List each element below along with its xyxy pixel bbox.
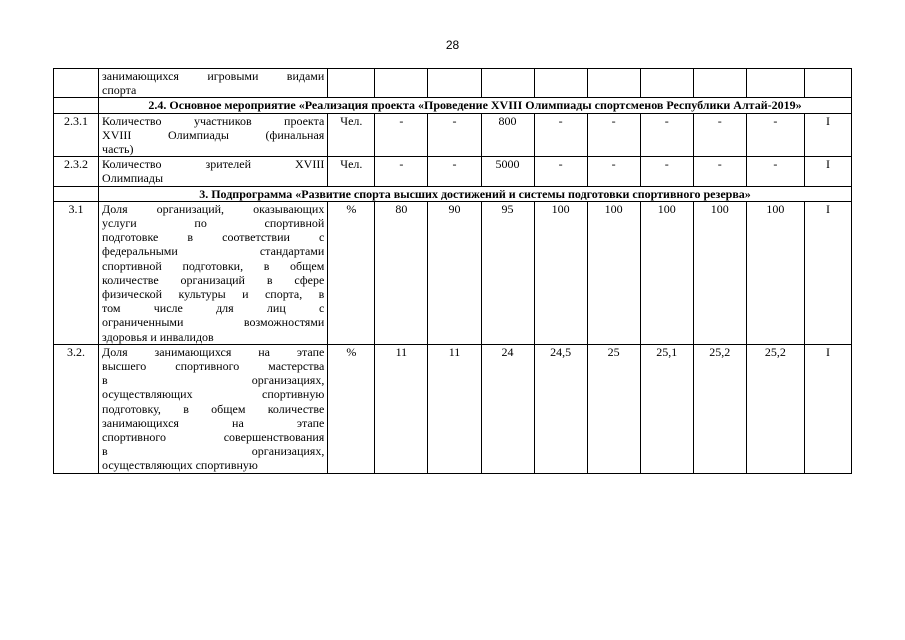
indicator-name-line: осуществляющих спортивную <box>102 458 258 473</box>
indicator-name-line: том числе для лиц с <box>102 301 325 316</box>
value-cell: - <box>428 157 481 186</box>
value-cell: I <box>804 344 851 473</box>
value-cell: 11 <box>375 344 428 473</box>
indicator-name-line: Количество зрителей XVIII <box>102 157 325 172</box>
page-number: 28 <box>445 38 460 52</box>
indicator-name-line: высшего спортивного мастерства <box>102 359 325 374</box>
table-row <box>54 113 852 157</box>
value-cell: - <box>693 157 746 186</box>
value-cell <box>693 69 746 98</box>
value-cell: - <box>534 113 587 157</box>
indicator-name-line: здоровья и инвалидов <box>102 329 214 344</box>
indicator-name-line: количестве организаций в сфере <box>102 272 325 287</box>
indicator-name-line: спорта <box>102 83 137 98</box>
section-row <box>54 186 852 201</box>
unit-cell: Чел. <box>328 113 375 157</box>
value-cell: - <box>640 157 693 186</box>
indicator-name-line: осуществляющих спортивную <box>102 387 325 402</box>
value-cell: 90 <box>428 201 481 344</box>
row-number-cell: 2.3.2 <box>54 157 99 186</box>
value-cell <box>534 69 587 98</box>
row-number-cell <box>54 69 99 98</box>
indicator-name-line: XVIII Олимпиады (финальная <box>102 127 325 142</box>
table-row <box>54 157 852 186</box>
value-cell: 80 <box>375 201 428 344</box>
value-cell: - <box>587 157 640 186</box>
value-cell: 100 <box>587 201 640 344</box>
indicator-name-cell <box>99 113 328 157</box>
value-cell: - <box>534 157 587 186</box>
value-cell: 100 <box>534 201 587 344</box>
indicator-name-line: в организациях, <box>102 444 325 459</box>
indicator-name-cell <box>99 201 328 344</box>
indicator-name-line: физической культуры и спорта, в <box>102 287 325 302</box>
row-number-cell: 3.1 <box>54 201 99 344</box>
indicator-name-line: в организациях, <box>102 373 325 388</box>
value-cell <box>587 69 640 98</box>
section-row <box>54 98 852 113</box>
value-cell: - <box>375 113 428 157</box>
indicator-name-line: подготовке в соответствии с <box>102 230 325 245</box>
value-cell <box>804 69 851 98</box>
value-cell: 100 <box>640 201 693 344</box>
row-number-cell: 2.3.1 <box>54 113 99 157</box>
value-cell: 11 <box>428 344 481 473</box>
indicator-name-line: занимающихся на этапе <box>102 415 325 430</box>
value-cell: 24,5 <box>534 344 587 473</box>
indicator-name-line: Количество участников проекта <box>102 113 325 128</box>
value-cell: - <box>746 157 804 186</box>
value-cell: 100 <box>693 201 746 344</box>
value-cell: - <box>640 113 693 157</box>
value-cell: - <box>428 113 481 157</box>
indicator-name-line: Олимпиады <box>102 171 164 186</box>
section-heading: 2.4. Основное мероприятие «Реализация проекта «Проведение XVIII Олимпиады спортсменов Республики Алтай-2019» <box>99 98 852 113</box>
unit-cell <box>328 69 375 98</box>
indicator-name-cell <box>99 344 328 473</box>
value-cell: I <box>804 157 851 186</box>
value-cell: 100 <box>746 201 804 344</box>
row-number-cell <box>54 186 99 201</box>
value-cell: 25 <box>587 344 640 473</box>
value-cell <box>640 69 693 98</box>
indicator-name-line: Доля занимающихся на этапе <box>102 344 325 359</box>
table-row <box>54 69 852 98</box>
value-cell: - <box>375 157 428 186</box>
indicator-name-line: подготовку, в общем количестве <box>102 401 325 416</box>
value-cell <box>481 69 534 98</box>
value-cell: I <box>804 201 851 344</box>
value-cell <box>746 69 804 98</box>
value-cell: - <box>693 113 746 157</box>
value-cell: 800 <box>481 113 534 157</box>
row-number-cell: 3.2. <box>54 344 99 473</box>
value-cell: I <box>804 113 851 157</box>
indicator-name-line: спортивной подготовки, в общем <box>102 258 325 273</box>
unit-cell: % <box>328 344 375 473</box>
indicator-name-cell <box>99 157 328 186</box>
value-cell: 95 <box>481 201 534 344</box>
unit-cell: Чел. <box>328 157 375 186</box>
indicator-name-cell <box>99 69 328 98</box>
unit-cell: % <box>328 201 375 344</box>
row-number-cell <box>54 98 99 113</box>
value-cell: 25,1 <box>640 344 693 473</box>
value-cell: 24 <box>481 344 534 473</box>
indicator-name-line: ограниченными возможностями <box>102 315 325 330</box>
section-heading: 3. Подпрограмма «Развитие спорта высших достижений и системы подготовки спортивного резерва» <box>99 186 852 201</box>
indicator-name-line: занимающихся игровыми видами <box>102 69 325 83</box>
indicator-name-line: федеральными стандартами <box>102 244 325 259</box>
value-cell <box>428 69 481 98</box>
indicators-table <box>53 68 852 474</box>
indicator-name-line: часть) <box>102 142 134 157</box>
value-cell: 25,2 <box>693 344 746 473</box>
value-cell: 5000 <box>481 157 534 186</box>
value-cell: - <box>746 113 804 157</box>
indicator-name-line: спортивного совершенствования <box>102 430 325 445</box>
value-cell: - <box>587 113 640 157</box>
indicator-name-line: Доля организаций, оказывающих <box>102 201 325 216</box>
indicator-name-line: услуги по спортивной <box>102 216 325 231</box>
table-row <box>54 344 852 473</box>
value-cell <box>375 69 428 98</box>
value-cell: 25,2 <box>746 344 804 473</box>
table-row <box>54 201 852 344</box>
